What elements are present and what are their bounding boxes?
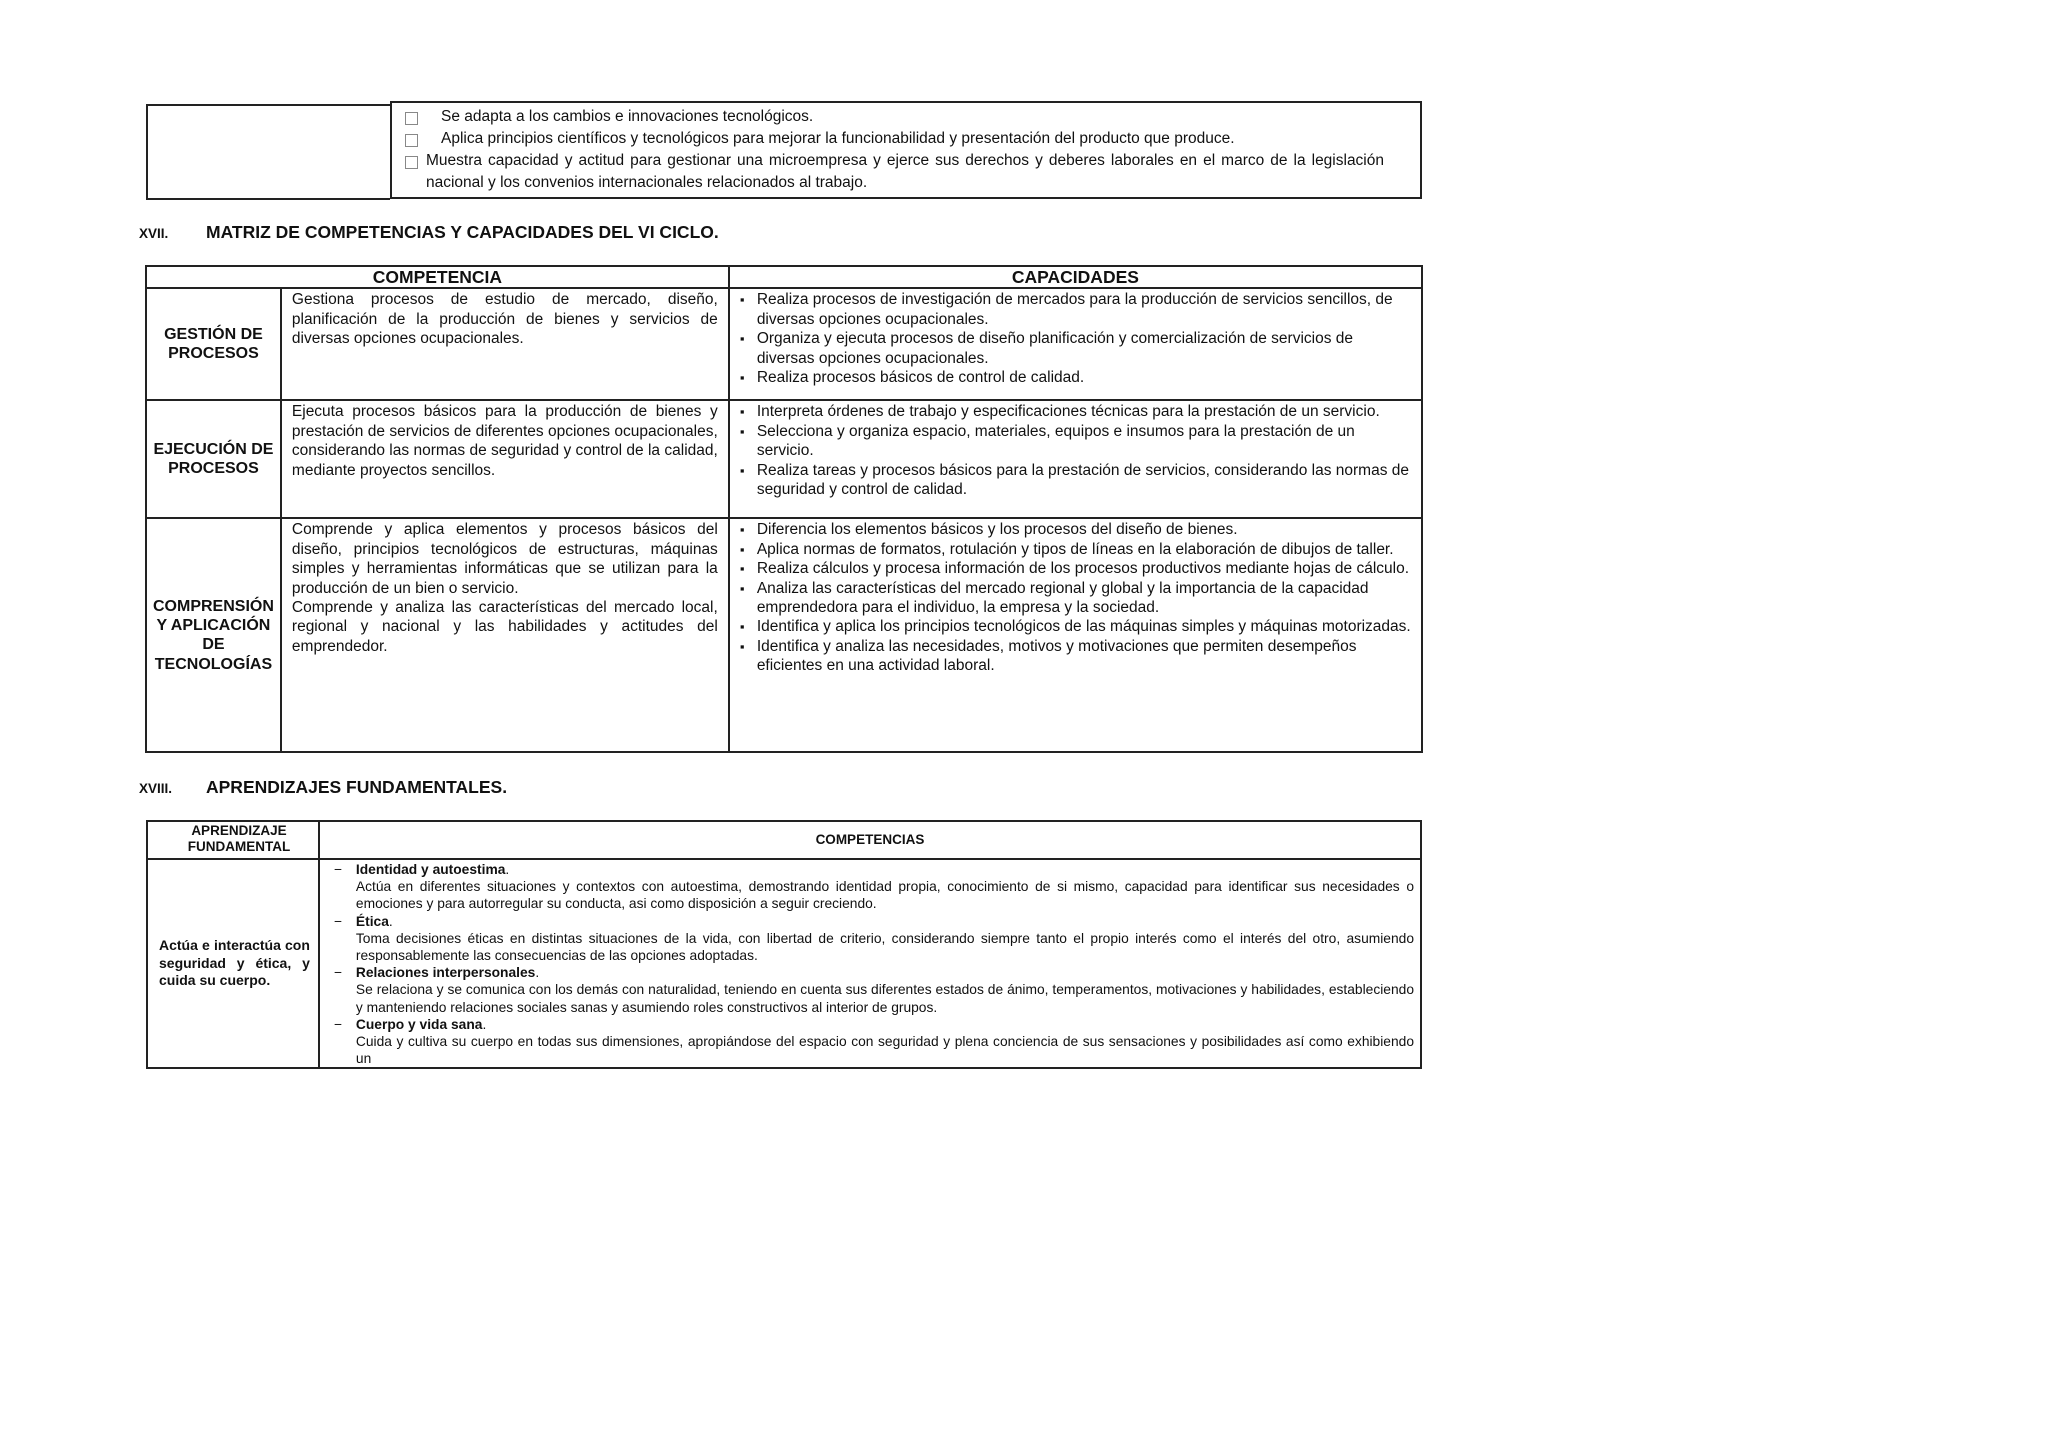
section-number: XVII. (139, 226, 169, 241)
area-cell: EJECUCIÓN DE PROCESOS (146, 400, 281, 518)
list-item: − Ética. Toma decisiones éticas en distintas situaciones de la vida, con libertad de criterio, considerando siempre tanto el propio interés como el interés del otro, asumiendo responsablemente las consecuencias de las opciones adoptadas. (333, 913, 1414, 964)
previous-table-left-cell (146, 104, 390, 200)
item-text: Se relaciona y se comunica con los demás con naturalidad, teniendo en cuenta sus diferentes estados de ánimo, temperamentos, motivaciones y habilidades, estableciendo y manteniendo relaciones sociales sanas y asumiendo roles constructivos al interior de grupos. (355, 982, 1414, 1015)
list-item: ▪ Diferencia los elementos básicos y los procesos del diseño de bienes. (757, 520, 1411, 539)
dash-bullet: − (333, 1016, 342, 1032)
aprendizajes-table (146, 820, 1422, 1069)
list-item: ▪ Selecciona y organiza espacio, materiales, equipos e insumos para la prestación de un servicio. (757, 422, 1411, 461)
table-row (146, 288, 1422, 400)
list-item: − Relaciones interpersonales. Se relaciona y se comunica con los demás con naturalidad, teniendo en cuenta sus diferentes estados de ánimo, temperamentos, motivaciones y habilidades, estableciendo y manteniendo relaciones sociales sanas y asumiendo roles constructivos al interior de grupos. (333, 965, 1414, 1015)
competencias-matrix-table (145, 265, 1423, 753)
list-item: ▪ Realiza procesos básicos de control de calidad. (757, 368, 1411, 387)
header-competencia: COMPETENCIA (146, 266, 729, 288)
section-title: MATRIZ DE COMPETENCIAS Y CAPACIDADES DEL VI CICLO. (206, 222, 719, 242)
item-title: Ética (355, 913, 389, 929)
header-aprendizaje: APRENDIZAJE FUNDAMENTAL (147, 821, 319, 859)
capacidades-cell (729, 288, 1422, 400)
checklist-item: Se adapta a los cambios e innovaciones tecnológicos. (404, 106, 1384, 128)
header-capacidades: CAPACIDADES (729, 266, 1422, 288)
list-item: ▪ Realiza tareas y procesos básicos para la prestación de servicios, considerando las normas de seguridad y control de calidad. (757, 461, 1411, 500)
competencia-cell (281, 518, 729, 752)
table-row (147, 859, 1421, 1068)
table-row (146, 400, 1422, 518)
checkbox-icon (405, 134, 418, 147)
dash-bullet: − (333, 862, 342, 877)
item-title: Identidad y autoestima (355, 862, 506, 877)
section-heading-xviii (139, 777, 507, 798)
header-competencias: COMPETENCIAS (319, 821, 1421, 859)
item-text: Cuida y cultiva su cuerpo en todas sus dimensiones, apropiándose del espacio con seguridad y plena conciencia de sus sensaciones y posibilidades así como exhibiendo un (355, 1034, 1414, 1067)
checklist-item: Aplica principios científicos y tecnológicos para mejorar la funcionabilidad y presentación del producto que produce. (404, 128, 1384, 150)
competencias-cell (319, 859, 1421, 1068)
area-cell: GESTIÓN DE PROCESOS (146, 288, 281, 400)
competencia-paragraph: Comprende y analiza las características del mercado local, regional y nacional y las habilidades y actitudes del emprendedor. (291, 599, 718, 655)
list-item: − Identidad y autoestima. Actúa en diferentes situaciones y contextos con autoestima, demostrando identidad propia, conocimiento de si mismo, capacidad para identificar sus necesidades o emociones y para autorregular su conducta, asi como disposición a seguir creciendo. (333, 862, 1414, 912)
list-item: ▪ Organiza y ejecuta procesos de diseño planificación y comercialización de servicios de diversas opciones ocupacionales. (757, 329, 1411, 368)
list-item: ▪ Identifica y aplica los principios tecnológicos de las máquinas simples y máquinas motorizadas. (757, 617, 1411, 636)
item-title: Relaciones interpersonales (355, 965, 536, 981)
section-heading-xvii (139, 222, 719, 243)
list-item: ▪ Realiza procesos de investigación de mercados para la producción de servicios sencillos, de diversas opciones ocupacionales. (757, 290, 1411, 329)
list-item: ▪ Analiza las características del mercado regional y global y la importancia de la capacidad emprendedora para el individuo, la empresa y la sociedad. (757, 579, 1411, 618)
table-header-row (146, 266, 1422, 288)
competencia-cell: Gestiona procesos de estudio de mercado, diseño, planificación de la producción de bienes y servicios de diversas opciones ocupacionales. (281, 288, 729, 400)
list-item: ▪ Interpreta órdenes de trabajo y especificaciones técnicas para la prestación de un servicio. (757, 402, 1411, 421)
competencia-paragraph: Comprende y aplica elementos y procesos básicos del diseño, principios tecnológicos de estructuras, máquinas simples y herramientas informáticas que se utilizan para la producción de un bien o servicio. (291, 521, 718, 597)
previous-table-right-cell (390, 101, 1422, 199)
checkbox-icon (405, 112, 418, 125)
aprendizaje-cell: Actúa e interactúa con seguridad y ética, y cuida su cuerpo. (147, 859, 319, 1068)
list-item: − Cuerpo y vida sana. Cuida y cultiva su cuerpo en todas sus dimensiones, apropiándose del espacio con seguridad y plena conciencia de sus sensaciones y posibilidades así como exhibiendo un (333, 1016, 1414, 1067)
dash-bullet: − (333, 965, 342, 981)
list-item: ▪ Realiza cálculos y procesa información de los procesos productivos mediante hojas de cálculo. (757, 559, 1411, 578)
capacidades-cell (729, 518, 1422, 752)
checklist-item: Muestra capacidad y actitud para gestionar una microempresa y ejerce sus derechos y deberes laborales en el marco de la legislación nacional y los convenios internacionales relacionados al trabajo. (404, 150, 1384, 194)
section-number: XVIII. (139, 781, 173, 796)
list-item: ▪ Aplica normas de formatos, rotulación y tipos de líneas en la elaboración de dibujos de taller. (757, 540, 1411, 559)
area-cell: COMPRENSIÓN Y APLICACIÓN DE TECNOLOGÍAS (146, 518, 281, 752)
section-title: APRENDIZAJES FUNDAMENTALES. (206, 777, 508, 797)
table-row (146, 518, 1422, 752)
item-text: Actúa en diferentes situaciones y contextos con autoestima, demostrando identidad propia, conocimiento de si mismo, capacidad para identificar sus necesidades o emociones y para autorregular su conducta, asi como disposición a seguir creciendo. (355, 879, 1414, 912)
dash-bullet: − (333, 913, 342, 929)
capacidades-cell (729, 400, 1422, 518)
checkbox-icon (405, 156, 418, 169)
list-item: ▪ Identifica y analiza las necesidades, motivos y motivaciones que permiten desempeños eficientes en una actividad laboral. (757, 637, 1411, 676)
table-header-row (147, 821, 1421, 859)
item-title: Cuerpo y vida sana (355, 1016, 483, 1032)
item-text: Toma decisiones éticas en distintas situaciones de la vida, con libertad de criterio, considerando siempre tanto el propio interés como el interés del otro, asumiendo responsablemente las consecuencias de las opciones adoptadas. (355, 930, 1414, 964)
competencia-cell: Ejecuta procesos básicos para la producción de bienes y prestación de servicios de diferentes opciones ocupacionales, considerando las normas de seguridad y control de la calidad, mediante proyectos sencillos. (281, 400, 729, 518)
